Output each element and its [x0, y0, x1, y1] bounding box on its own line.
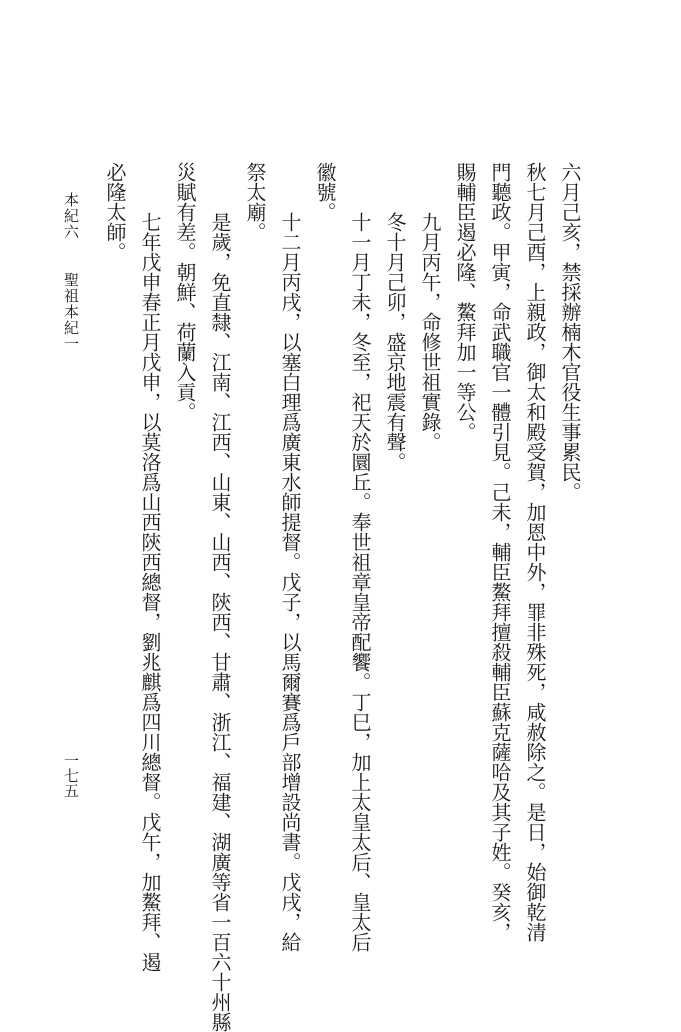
text-line-1: 六月己亥，禁採辦楠木官役生事累民。 — [558, 162, 582, 502]
text-line-13: 七年戊申春正月戊申，以莫洛爲山西陝西總督，劉兆麒爲四川總督。戊午，加鰲拜、遏 — [138, 212, 162, 972]
text-line-2: 秋七月己酉，上親政，御太和殿受賀，加恩中外，罪非殊死，咸赦除之。是日，始御乾清 — [523, 162, 547, 942]
text-line-12: 災賦有差。朝鮮、荷蘭入貢。 — [173, 162, 197, 422]
margin-chapter-label: 聖祖本紀一 — [62, 272, 80, 352]
text-line-11: 是歲，免直隸、江南、江西、山東、山西、陝西、甘肅、浙江、福建、湖廣等省一百六十州縣 — [208, 212, 232, 1032]
margin-section-label: 本紀六 — [62, 192, 80, 240]
text-line-3: 門聽政。甲寅，命武職官一體引見。己未，輔臣鰲拜擅殺輔臣蘇克薩哈及其子姓。癸亥， — [488, 162, 512, 942]
text-line-10: 祭太廟。 — [243, 162, 267, 242]
page-number: 一七五 — [62, 753, 80, 798]
text-line-5: 九月丙午，命修世祖實錄。 — [418, 212, 442, 452]
text-line-9: 十二月丙戌，以塞白理爲廣東水師提督。戊子，以馬爾賽爲戶部增設尚書。戊戌，給 — [278, 212, 302, 952]
text-line-6: 冬十月己卯，盛京地震有聲。 — [383, 212, 407, 472]
text-line-8: 徽號。 — [313, 162, 337, 222]
text-line-4: 賜輔臣遏必隆、鰲拜加一等公。 — [453, 162, 477, 442]
text-line-7: 十一月丁未，冬至，祀天於圜丘。奉世祖章皇帝配饗。丁巳，加上太皇太后、皇太后 — [348, 212, 372, 952]
text-line-14: 必隆太師。 — [103, 162, 127, 262]
